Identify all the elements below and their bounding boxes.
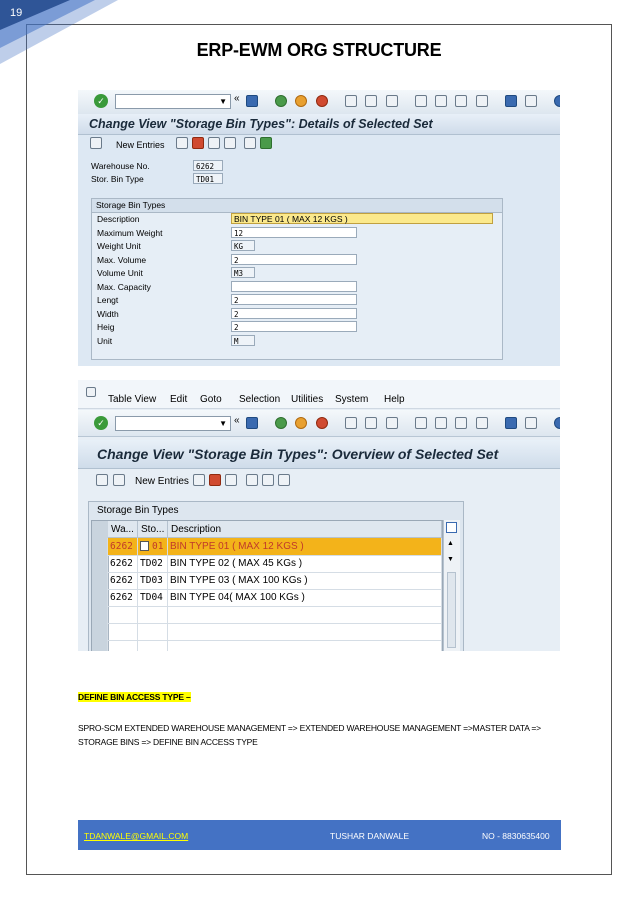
application-toolbar [78,134,560,156]
first-page-icon[interactable] [415,417,427,429]
define-bin-access-heading: DEFINE BIN ACCESS TYPE – [78,692,191,702]
menu-bar [78,380,560,409]
table-row[interactable] [92,606,442,624]
cell-warehouse[interactable]: 6262 [108,538,138,555]
screen-title-bar [78,440,560,469]
warehouse-field[interactable]: 6262 [193,160,223,171]
column-header-warehouse[interactable]: Wa... [108,521,138,538]
field-label: Max. Capacity [97,281,151,292]
sap-overview-screen [78,380,560,651]
cell-warehouse[interactable]: 6262 [108,572,138,589]
new-entries-button[interactable]: New Entries [135,476,189,487]
new-session-icon[interactable] [505,417,517,429]
back-icon[interactable] [275,417,287,429]
field-input[interactable]: M [231,335,255,346]
group-title: Storage Bin Types [92,199,502,213]
collapse-icon[interactable]: « [234,93,240,104]
table-row[interactable] [92,640,442,651]
field-label: Volume Unit [97,268,143,278]
footer-bar [78,820,561,850]
menu-item[interactable]: Table View [108,394,157,405]
field-input[interactable]: 2 [231,308,357,319]
table-row[interactable] [92,555,442,573]
field-input[interactable]: KG [231,240,255,251]
cell-warehouse[interactable]: 6262 [108,555,138,572]
cell-warehouse[interactable] [108,623,138,640]
cancel-icon[interactable] [316,417,328,429]
menu-item[interactable]: System [335,394,369,405]
cell-warehouse[interactable] [108,606,138,623]
vertical-scrollbar[interactable] [443,520,460,651]
help-icon[interactable] [554,95,560,107]
cancel-icon[interactable] [316,95,328,107]
cell-storage-type[interactable] [138,606,168,623]
table-title: Storage Bin Types [97,505,179,516]
command-field[interactable] [115,94,231,109]
find-icon[interactable] [365,417,377,429]
chevron-down-icon[interactable]: ▼ [219,419,227,428]
collapse-icon[interactable]: « [234,415,240,426]
screen-title-bar [78,114,560,135]
display-change-icon[interactable] [96,474,108,486]
exit-icon[interactable] [295,95,307,107]
print-icon[interactable] [345,95,357,107]
table-row[interactable] [92,538,442,556]
row-selector[interactable] [92,606,108,623]
undo-icon[interactable] [208,137,220,149]
menu-path-text: SPRO-SCM EXTENDED WAREHOUSE MANAGEMENT => EXTENDED WAREHOUSE MANAGEMENT =>MASTER DATA => STORAGE BINS => DEFINE BIN ACCESS TYPE [78,723,541,747]
find-icon[interactable] [365,95,377,107]
field-input[interactable]: BIN TYPE 01 ( MAX 12 KGS ) [231,213,493,224]
cell-description[interactable]: BIN TYPE 03 ( MAX 100 KGs ) [168,572,442,589]
field-label: Width [97,308,119,319]
save-icon[interactable] [246,95,258,107]
menu-item[interactable]: Utilities [291,394,324,405]
cell-storage-type[interactable]: 01 [138,538,168,555]
save-icon[interactable] [246,417,258,429]
display-change-icon[interactable] [90,137,102,149]
ok-icon[interactable]: ✓ [94,416,108,430]
cell-description[interactable]: BIN TYPE 02 ( MAX 45 KGs ) [168,555,442,572]
last-page-icon[interactable] [476,417,488,429]
cell-description[interactable]: BIN TYPE 01 ( MAX 12 KGS ) [168,538,442,555]
table-settings-icon[interactable] [446,522,457,533]
menu-item[interactable]: Edit [170,394,188,405]
cell-storage-type[interactable]: TD04 [138,589,168,606]
field-input[interactable]: 12 [231,227,357,238]
table-row[interactable] [92,623,442,641]
cell-description[interactable]: BIN TYPE 04( MAX 100 KGs ) [168,589,442,606]
field-input[interactable]: M3 [231,267,255,278]
ok-icon[interactable]: ✓ [94,94,108,108]
row-selector[interactable] [92,538,108,555]
cell-description[interactable] [168,606,442,623]
chevron-down-icon[interactable]: ▼ [219,97,227,106]
cell-storage-type[interactable]: TD02 [138,555,168,572]
delete-icon[interactable] [192,137,204,149]
document-title: ERP-EWM ORG STRUCTURE [196,40,442,60]
table-row[interactable] [92,572,442,590]
display-icon[interactable] [113,474,125,486]
row-selector[interactable] [92,572,108,589]
find-next-icon[interactable] [386,95,398,107]
menu-item[interactable]: Goto [200,394,222,405]
field-input[interactable]: 2 [231,254,357,265]
column-header-storage-type[interactable]: Sto... [138,521,168,538]
select-all-icon[interactable] [224,137,236,149]
shortcut-icon[interactable] [525,417,537,429]
previous-page-icon[interactable] [435,95,447,107]
select-all-icon[interactable] [246,474,258,486]
scroll-down-icon[interactable]: ▼ [447,556,454,563]
field-label: Lengt [97,295,119,305]
cell-storage-type[interactable]: TD03 [138,572,168,589]
footer-author: TUSHAR DANWALE [330,831,410,841]
last-page-icon[interactable] [476,95,488,107]
new-entries-button[interactable]: New Entries [116,140,165,150]
cell-warehouse[interactable] [108,640,138,651]
field-input[interactable]: 2 [231,294,357,305]
exit-icon[interactable] [295,417,307,429]
help-icon[interactable] [554,417,560,429]
toolbar-icons [234,93,560,109]
field-label: Weight Unit [97,241,141,251]
bin-types-table [91,520,443,651]
screen-title: Change View "Storage Bin Types": Details of Selected Set [89,117,433,131]
table-container [88,501,464,651]
sap-detail-screen [78,90,560,366]
menu-icon[interactable] [86,387,96,397]
back-icon[interactable] [275,95,287,107]
field-label: Heig [97,322,115,332]
find-next-icon[interactable] [386,417,398,429]
cell-storage-type[interactable] [138,640,168,651]
field-label: Maximum Weight [97,227,163,238]
copy-icon[interactable] [193,474,205,486]
command-field[interactable] [115,416,231,431]
copy-icon[interactable] [176,137,188,149]
row-selector[interactable] [92,640,108,651]
deselect-all-icon[interactable] [278,474,290,486]
field-input[interactable]: 2 [231,321,357,332]
next-entry-icon[interactable] [260,137,272,149]
warehouse-label: Warehouse No. [91,161,150,171]
first-page-icon[interactable] [415,95,427,107]
application-toolbar [78,470,560,492]
cell-storage-type[interactable] [138,623,168,640]
scroll-thumb[interactable] [447,572,456,648]
row-selector[interactable] [92,555,108,572]
screen-title: Change View "Storage Bin Types": Overview of Selected Set [97,446,499,462]
standard-toolbar [78,90,560,115]
field-label: Max. Volume [97,254,147,265]
new-session-icon[interactable] [505,95,517,107]
select-block-icon[interactable] [262,474,274,486]
previous-page-icon[interactable] [435,417,447,429]
delete-icon[interactable] [209,474,221,486]
bin-type-field[interactable]: TD01 [193,173,223,184]
menu-item[interactable]: Help [384,394,405,405]
standard-toolbar [78,410,560,437]
print-icon[interactable] [345,417,357,429]
row-selector[interactable] [92,623,108,640]
previous-entry-icon[interactable] [244,137,256,149]
cell-description[interactable] [168,640,442,651]
menu-item[interactable]: Selection [239,394,281,405]
field-label: Description [97,214,140,224]
page-number: 19 [10,7,23,19]
column-header-description[interactable]: Description [168,521,442,538]
footer-email-link[interactable]: TDANWALE@GMAIL.COM [84,831,189,841]
next-page-icon[interactable] [455,95,467,107]
bin-type-label: Stor. Bin Type [91,174,144,184]
cell-warehouse[interactable]: 6262 [108,589,138,606]
scroll-up-icon[interactable]: ▲ [447,540,454,547]
next-page-icon[interactable] [455,417,467,429]
field-label: Unit [97,335,113,346]
table-row[interactable] [92,589,442,607]
field-input[interactable] [231,281,357,292]
undo-icon[interactable] [225,474,237,486]
shortcut-icon[interactable] [525,95,537,107]
row-selector[interactable] [92,589,108,606]
cell-description[interactable] [168,623,442,640]
toolbar-icons [234,415,560,431]
footer-phone: NO - 8830635400 [482,831,550,841]
